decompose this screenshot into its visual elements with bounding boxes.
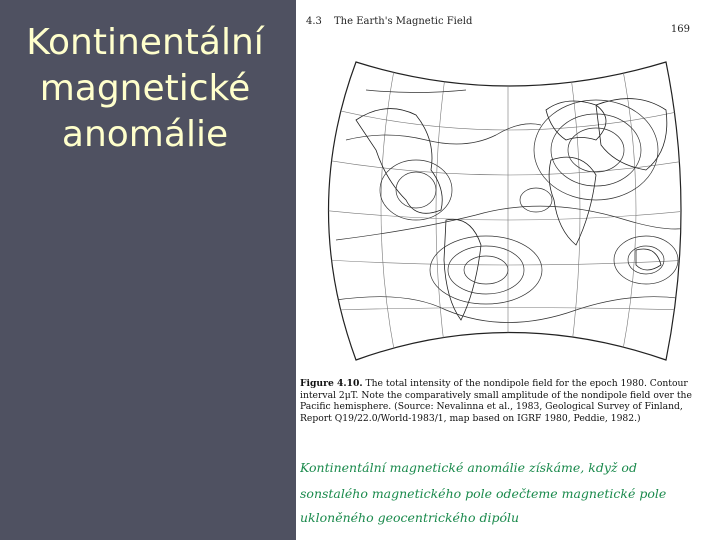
handwritten-note-line-1: Kontinentální magnetické anomálie získáme, když od — [300, 460, 637, 475]
handwritten-note-line-2: sonstalého magnetického pole odečteme magnetické pole — [300, 486, 667, 501]
graticule — [321, 60, 696, 360]
section-title: The Earth's Magnetic Field — [334, 16, 473, 27]
figure-label: Figure 4.10. — [300, 378, 363, 389]
slide-title-line-1: Kontinentální — [26, 22, 264, 63]
slide-title — [10, 20, 280, 158]
coastlines — [356, 99, 667, 320]
section-number: 4.3 — [306, 16, 322, 27]
map-outline — [329, 62, 682, 360]
scanned-book-page — [296, 0, 720, 540]
contour-lines — [336, 90, 696, 323]
handwritten-note-line-3: ukloněného geocentrického dipólu — [300, 510, 520, 525]
figure-caption: The total intensity of the nondipole field for the epoch 1980. Contour interval 2μT. Note the comparatively small amplitude of the nondipole field over the Pacific hemisphere. (Source: Nevalinna et al., 1983, Geological Survey of Finland, Report Q19/22.0/World-1983/1, map based on IGRF 1980, Peddie, 1982.) — [300, 378, 692, 424]
page-number: 169 — [670, 24, 690, 35]
figure-caption-block — [300, 378, 692, 424]
slide-title-line-2: magnetické — [39, 68, 251, 109]
nondipole-field-map — [296, 0, 720, 380]
slide-title-line-3: anomálie — [61, 114, 229, 155]
